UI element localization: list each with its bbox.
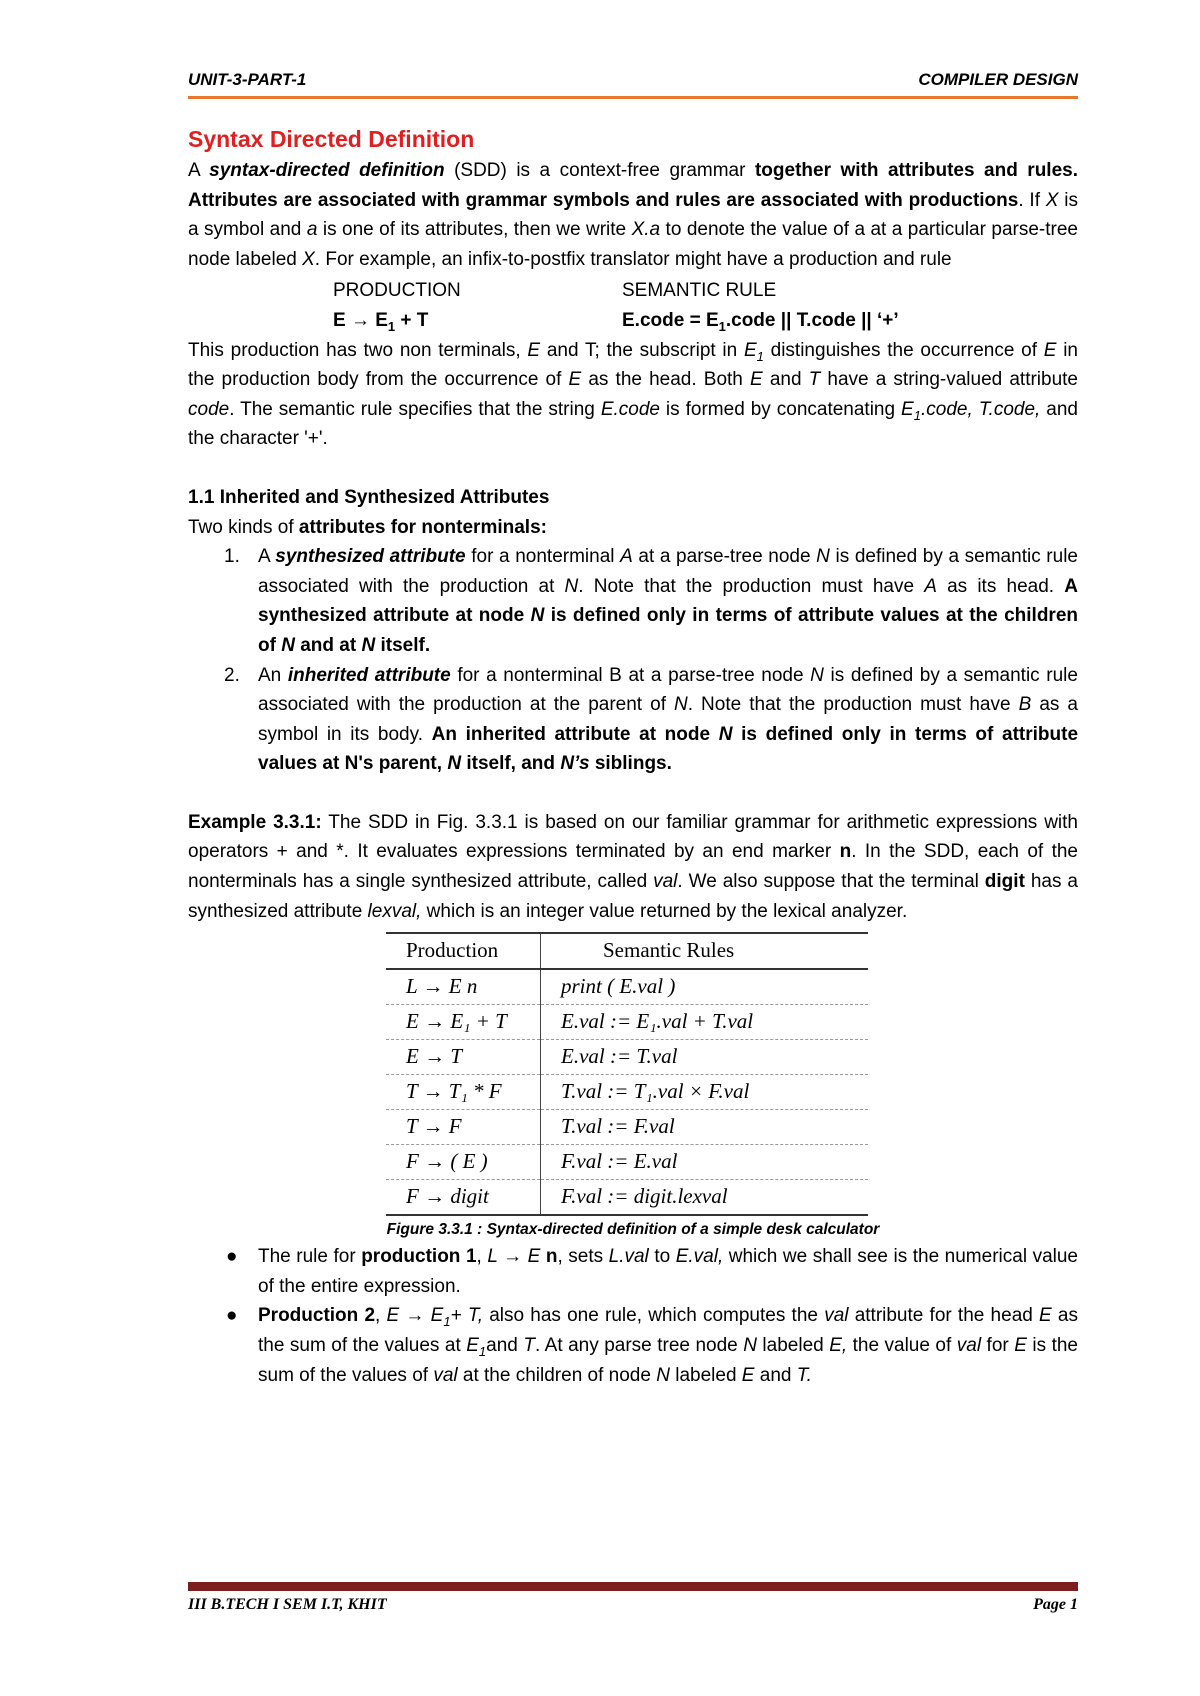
- explanation-paragraph: This production has two non terminals, E and T; the subscript in $E_1$ distinguishes the occurrence of E in the production body from the occurrence of E as the head. Both E and T have a string-valued attribute code. The semantic rule specifies that the string E.code is formed by concatenating $E_1.code$, T.code, and the character '+'.: [188, 339, 1078, 450]
- table-row: [386, 1110, 868, 1145]
- sdd-table: [386, 932, 868, 1216]
- column-header-production: Production: [386, 933, 541, 969]
- production-cell: T → F: [386, 1110, 541, 1145]
- semantic-rule-cell: T.val := F.val: [541, 1110, 869, 1145]
- table-row: [386, 969, 868, 1005]
- table-row: [386, 1145, 868, 1180]
- header-left: UNIT-3-PART-1: [188, 70, 307, 89]
- attribute-kinds-list: [188, 542, 1078, 779]
- production-text: $E \to E_1 + T$: [333, 309, 429, 334]
- semantic-rule-cell: E.val := T.val: [541, 1040, 869, 1075]
- table-row: [386, 1040, 868, 1075]
- bullet-production-1: ● The rule for production 1, L → E n, sets L.val to E.val, which we shall see is the numerical value of the entire expression.: [188, 1242, 1078, 1301]
- page-number: Page 1: [1033, 1596, 1078, 1613]
- bullet-dot-icon: ●: [226, 1246, 238, 1268]
- list-item-inherited: 2. An inherited attribute for a nonterminal B at a parse-tree node N is defined by a semantic rule associated with the production at the parent of N. Note that the production must have B as a symbol in its body. An inherited attribute at node N is defined only in terms of attribute values at N's parent, N itself, and N’s siblings.: [224, 664, 1079, 775]
- production-cell: F → digit: [386, 1180, 541, 1216]
- production-rule-example: [188, 276, 1078, 335]
- header-right: COMPILER DESIGN: [918, 70, 1078, 89]
- table-row: [386, 1075, 868, 1110]
- semantic-rule-cell: print ( E.val ): [541, 969, 869, 1005]
- page-title: Syntax Directed Definition: [188, 126, 475, 152]
- figure-caption: Figure 3.3.1 : Syntax-directed definition of a simple desk calculator: [386, 1221, 880, 1239]
- column-header-semantic-rules: Semantic Rules: [541, 933, 869, 969]
- example-paragraph: Example 3.3.1: The SDD in Fig. 3.3.1 is based on our familiar grammar for arithmetic expressions with operators + and *. It evaluates expressions terminated by an end marker n. In the SDD, each of the nonterminals has a single synthesized attribute, called val. We also suppose that the terminal digit has a synthesized attribute lexval, which is an integer value returned by the lexical analyzer.: [188, 811, 1078, 922]
- table-header-row: [386, 933, 868, 969]
- semantic-rule-heading: SEMANTIC RULE: [622, 280, 777, 302]
- semantic-rule-cell: E.val := E₁.val + T.val: [541, 1005, 869, 1040]
- page-body: [188, 124, 1078, 1390]
- page-footer: [188, 1596, 1078, 1618]
- rule-explanation-list: [188, 1242, 1078, 1390]
- figure-sdd-table: [188, 930, 1078, 1216]
- semantic-rule-cell: T.val := T₁.val × F.val: [541, 1075, 869, 1110]
- section-heading: 1.1 Inherited and Synthesized Attributes: [188, 486, 550, 508]
- section-lead: Two kinds of attributes for nonterminals:: [188, 516, 547, 538]
- production-rule-header: [188, 276, 1078, 306]
- bullet-dot-icon: ●: [226, 1305, 238, 1327]
- production-rule-row: [188, 306, 1078, 336]
- production-cell: F → ( E ): [386, 1145, 541, 1180]
- production-heading: PRODUCTION: [333, 280, 461, 302]
- intro-paragraph: A syntax-directed definition (SDD) is a context-free grammar together with attributes and rules. Attributes are associated with grammar symbols and rules are associated with productions. If X is a symbol and a is one of its attributes, then we write X.a to denote the value of a at a particular parse-tree node labeled X. For example, an infix-to-postfix translator might have a production and rule: [188, 160, 1078, 270]
- semantic-rule-cell: F.val := digit.lexval: [541, 1180, 869, 1216]
- footer-left: III B.TECH I SEM I.T, KHIT: [188, 1596, 387, 1613]
- footer-rule: [188, 1582, 1078, 1591]
- page-header: [188, 70, 1078, 92]
- table-row: [386, 1180, 868, 1216]
- production-cell: E → E₁ + T: [386, 1005, 541, 1040]
- header-rule: [188, 96, 1078, 99]
- table-row: [386, 1005, 868, 1040]
- semantic-rule-text: E.code = $E_1.code$ || T.code || ‘+’: [622, 309, 899, 334]
- production-cell: L → E n: [386, 969, 541, 1005]
- production-cell: T → T₁ * F: [386, 1075, 541, 1110]
- production-cell: E → T: [386, 1040, 541, 1075]
- bullet-production-2: ● Production 2, $E \to E_1+ T$, also has one rule, which computes the val attribute for the head E as the sum of the values at $E_1and$ T. At any parse tree node N labeled E, the value of val for E is the sum of the values of val at the children of node N labeled E and T.: [188, 1301, 1078, 1390]
- semantic-rule-cell: F.val := E.val: [541, 1145, 869, 1180]
- list-item-synthesized: 1. A synthesized attribute for a nonterminal A at a parse-tree node N is defined by a semantic rule associated with the production at N. Note that the production must have A as its head. A synthesized attribute at node N is defined only in terms of attribute values at the children of N and at N itself.: [224, 546, 1079, 656]
